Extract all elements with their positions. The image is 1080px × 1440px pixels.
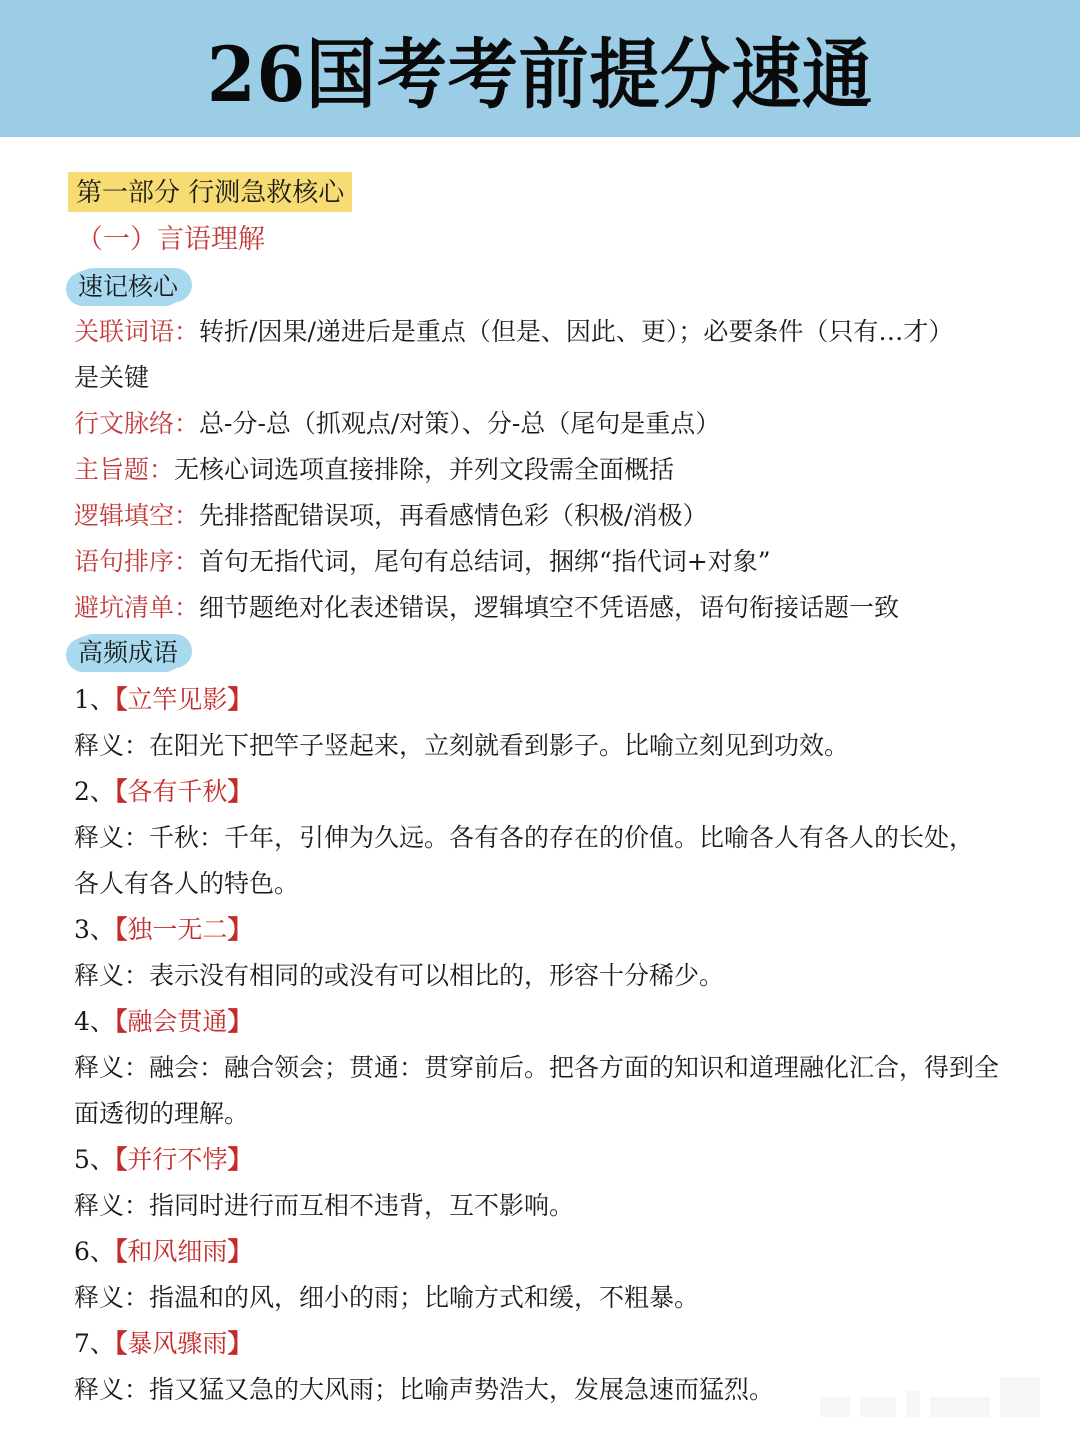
bracket-close: 】: [227, 915, 253, 944]
core-item: [74, 588, 899, 628]
idiom-heading: [74, 1140, 252, 1180]
watermark-block: [820, 1397, 850, 1417]
core-item-continued: 是关键: [74, 363, 150, 392]
core-item: [74, 404, 720, 444]
page-header: [0, 0, 1080, 137]
core-item-label: 主旨题：: [74, 455, 175, 484]
idiom-number: 7、: [74, 1329, 115, 1358]
idiom-number: 6、: [74, 1237, 115, 1266]
section-title: （一）言语理解: [76, 224, 265, 255]
watermark-block: [930, 1397, 990, 1417]
idiom-definition: 释义：千秋：千年，引伸为久远。各有各的存在的价值。比喻各人有各人的长处，: [74, 823, 975, 852]
idiom-definition: 释义：指又猛又急的大风雨；比喻声势浩大，发展急速而猛烈。: [74, 1375, 775, 1404]
core-item-text: 总-分-总（抓观点/对策）、分-总（尾句是重点）: [199, 409, 721, 438]
idiom-heading: [74, 1002, 252, 1042]
bracket-open: 【: [114, 1237, 128, 1266]
idiom-heading: [74, 1232, 252, 1272]
idiom-heading: [74, 1324, 252, 1364]
core-item: [74, 312, 953, 352]
bracket-close: 】: [227, 1007, 253, 1036]
idiom-number: 2、: [74, 777, 115, 806]
core-item-label: 关联词语：: [74, 317, 200, 346]
core-item-text: 无核心词选项直接排除，并列文段需全面概括: [174, 455, 675, 484]
core-item: [74, 542, 771, 582]
part-title: 第一部分 行测急救核心: [68, 172, 352, 212]
core-item-text: 首句无指代词，尾句有总结词，捆绑“指代词+对象”: [199, 547, 771, 576]
idiom-word: 各有千秋: [127, 777, 228, 806]
idiom-definition-continued: 各人有各人的特色。: [74, 869, 300, 898]
bracket-open: 【: [114, 1329, 128, 1358]
core-item-label: 逻辑填空：: [74, 501, 200, 530]
tag-core: 速记核心: [70, 270, 186, 304]
core-item-text: 转折/因果/递进后是重点（但是、因此、更）；必要条件（只有…才）: [199, 317, 954, 346]
core-item-text: 先排搭配错误项，再看感情色彩（积极/消极）: [199, 501, 708, 530]
bracket-open: 【: [114, 915, 128, 944]
tag-idioms: 高频成语: [70, 636, 186, 670]
bracket-open: 【: [114, 1145, 128, 1174]
bracket-open: 【: [114, 1007, 128, 1036]
idiom-number: 3、: [74, 915, 115, 944]
idiom-word: 暴风骤雨: [127, 1329, 228, 1358]
core-item-label: 避坑清单：: [74, 593, 200, 622]
idiom-heading: [74, 910, 252, 950]
core-item-label: 行文脉络：: [74, 409, 200, 438]
bracket-close: 】: [227, 777, 253, 806]
idiom-definition-continued: 面透彻的理解。: [74, 1099, 250, 1128]
watermark-block: [860, 1397, 896, 1417]
idiom-definition: 释义：指同时进行而互相不违背，互不影响。: [74, 1191, 575, 1220]
bracket-close: 】: [227, 1237, 253, 1266]
idiom-number: 4、: [74, 1007, 115, 1036]
idiom-heading: [74, 680, 252, 720]
idiom-word: 立竿见影: [127, 685, 228, 714]
idiom-heading: [74, 772, 252, 812]
watermark: [820, 1362, 1070, 1417]
idiom-definition: 释义：表示没有相同的或没有可以相比的，形容十分稀少。: [74, 961, 725, 990]
idiom-word: 独一无二: [127, 915, 228, 944]
idiom-word: 和风细雨: [127, 1237, 228, 1266]
bracket-open: 【: [114, 777, 128, 806]
core-item-label: 语句排序：: [74, 547, 200, 576]
idiom-number: 1、: [74, 685, 115, 714]
idiom-word: 并行不悖: [127, 1145, 228, 1174]
page-title: 26国考考前提分速通: [207, 30, 873, 119]
bracket-close: 】: [227, 1145, 253, 1174]
core-item: [74, 496, 707, 536]
bracket-open: 【: [114, 685, 128, 714]
core-item-text: 细节题绝对化表述错误，逻辑填空不凭语感，语句衔接话题一致: [199, 593, 900, 622]
watermark-block: [1000, 1377, 1040, 1417]
watermark-block: [906, 1391, 920, 1417]
core-item: [74, 450, 674, 490]
idiom-definition: 释义：指温和的风，细小的雨；比喻方式和缓，不粗暴。: [74, 1283, 700, 1312]
idiom-number: 5、: [74, 1145, 115, 1174]
idiom-word: 融会贯通: [127, 1007, 228, 1036]
bracket-close: 】: [227, 1329, 253, 1358]
idiom-definition: 释义：在阳光下把竿子竖起来，立刻就看到影子。比喻立刻见到功效。: [74, 731, 850, 760]
idiom-definition: 释义：融会：融合领会；贯通：贯穿前后。把各方面的知识和道理融化汇合，得到全: [74, 1053, 1000, 1082]
bracket-close: 】: [227, 685, 253, 714]
